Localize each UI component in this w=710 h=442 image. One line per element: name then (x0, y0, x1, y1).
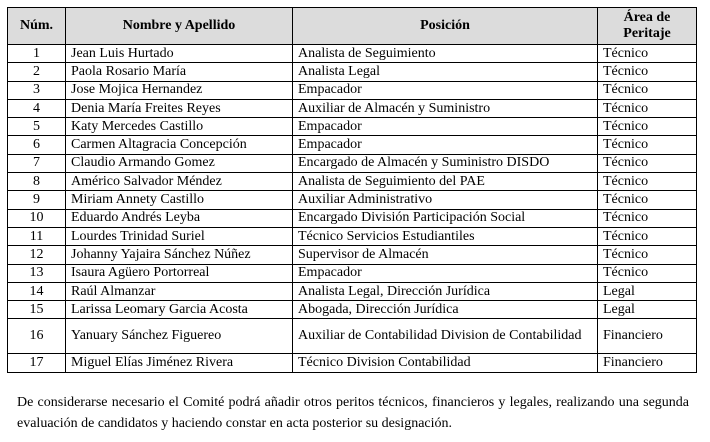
committee-note: De considerarse necesario el Comité podrá añadir otros peritos técnicos, financieros y legales, realizando una segunda evaluación de candidatos y haciendo constar en acta posterior su designación. (17, 395, 689, 431)
row-name: Miriam Annety Castillo (66, 191, 293, 209)
row-num: 4 (8, 99, 66, 117)
row-position: Analista de Seguimiento del PAE (293, 173, 598, 191)
row-position: Analista Legal, Dirección Jurídica (293, 282, 598, 300)
row-num: 11 (8, 227, 66, 245)
row-name: Lourdes Trinidad Suriel (66, 227, 293, 245)
row-position: Empacador (293, 264, 598, 282)
row-num: 2 (8, 63, 66, 81)
row-num: 9 (8, 191, 66, 209)
row-area: Técnico (598, 264, 697, 282)
table-row (8, 191, 697, 209)
row-name: Jose Mojica Hernandez (66, 81, 293, 99)
table-row (8, 209, 697, 227)
row-name: Claudio Armando Gomez (66, 154, 293, 172)
row-position: Analista de Seguimiento (293, 45, 598, 63)
row-position: Encargado de Almacén y Suministro DISDO (293, 154, 598, 172)
row-area: Técnico (598, 191, 697, 209)
table-row (8, 63, 697, 81)
row-area: Técnico (598, 81, 697, 99)
row-name: Isaura Agüero Portorreal (66, 264, 293, 282)
row-num: 17 (8, 354, 66, 372)
table-row (8, 118, 697, 136)
row-name: Paola Rosario María (66, 63, 293, 81)
row-position: Empacador (293, 81, 598, 99)
row-area: Técnico (598, 99, 697, 117)
table-row (8, 136, 697, 154)
row-num: 10 (8, 209, 66, 227)
row-num: 7 (8, 154, 66, 172)
row-area: Técnico (598, 63, 697, 81)
row-area: Financiero (598, 319, 697, 354)
row-num: 13 (8, 264, 66, 282)
row-position: Técnico Servicios Estudiantiles (293, 227, 598, 245)
row-area: Financiero (598, 354, 697, 372)
row-area: Técnico (598, 136, 697, 154)
row-area: Técnico (598, 227, 697, 245)
row-name: Johanny Yajaira Sánchez Núñez (66, 246, 293, 264)
row-area: Técnico (598, 209, 697, 227)
row-area: Técnico (598, 173, 697, 191)
table-row (8, 45, 697, 63)
row-num: 14 (8, 282, 66, 300)
row-position: Supervisor de Almacén (293, 246, 598, 264)
row-num: 8 (8, 173, 66, 191)
table-row (8, 354, 697, 372)
peritos-table (7, 7, 697, 373)
row-area: Técnico (598, 118, 697, 136)
table-row (8, 173, 697, 191)
row-area: Técnico (598, 246, 697, 264)
row-name: Miguel Elías Jiménez Rivera (66, 354, 293, 372)
row-position: Auxiliar de Contabilidad Division de Contabilidad (293, 319, 598, 354)
row-name: Américo Salvador Méndez (66, 173, 293, 191)
row-position: Auxiliar de Almacén y Suministro (293, 99, 598, 117)
table-row (8, 282, 697, 300)
row-area: Técnico (598, 45, 697, 63)
row-name: Larissa Leomary Garcia Acosta (66, 301, 293, 319)
row-position: Empacador (293, 118, 598, 136)
row-position: Abogada, Dirección Jurídica (293, 301, 598, 319)
table-row (8, 264, 697, 282)
table-row (8, 81, 697, 99)
table-row (8, 319, 697, 354)
header-num: Núm. (8, 8, 66, 45)
row-position: Encargado División Participación Social (293, 209, 598, 227)
row-area: Técnico (598, 154, 697, 172)
row-name: Eduardo Andrés Leyba (66, 209, 293, 227)
row-num: 12 (8, 246, 66, 264)
row-num: 15 (8, 301, 66, 319)
row-position: Analista Legal (293, 63, 598, 81)
table-row (8, 99, 697, 117)
row-name: Katy Mercedes Castillo (66, 118, 293, 136)
table-row (8, 246, 697, 264)
row-area: Legal (598, 301, 697, 319)
row-name: Yanuary Sánchez Figuereo (66, 319, 293, 354)
row-position: Empacador (293, 136, 598, 154)
header-area: Área de Peritaje (598, 8, 697, 45)
row-name: Denia María Freites Reyes (66, 99, 293, 117)
table-row (8, 301, 697, 319)
header-name: Nombre y Apellido (66, 8, 293, 45)
row-num: 6 (8, 136, 66, 154)
row-name: Raúl Almanzar (66, 282, 293, 300)
row-position: Técnico Division Contabilidad (293, 354, 598, 372)
table-row (8, 154, 697, 172)
row-name: Jean Luis Hurtado (66, 45, 293, 63)
row-num: 5 (8, 118, 66, 136)
row-area: Legal (598, 282, 697, 300)
header-position: Posición (293, 8, 598, 45)
row-num: 3 (8, 81, 66, 99)
row-name: Carmen Altagracia Concepción (66, 136, 293, 154)
row-num: 1 (8, 45, 66, 63)
row-num: 16 (8, 319, 66, 354)
table-row (8, 227, 697, 245)
table-header-row (8, 8, 697, 45)
row-position: Auxiliar Administrativo (293, 191, 598, 209)
